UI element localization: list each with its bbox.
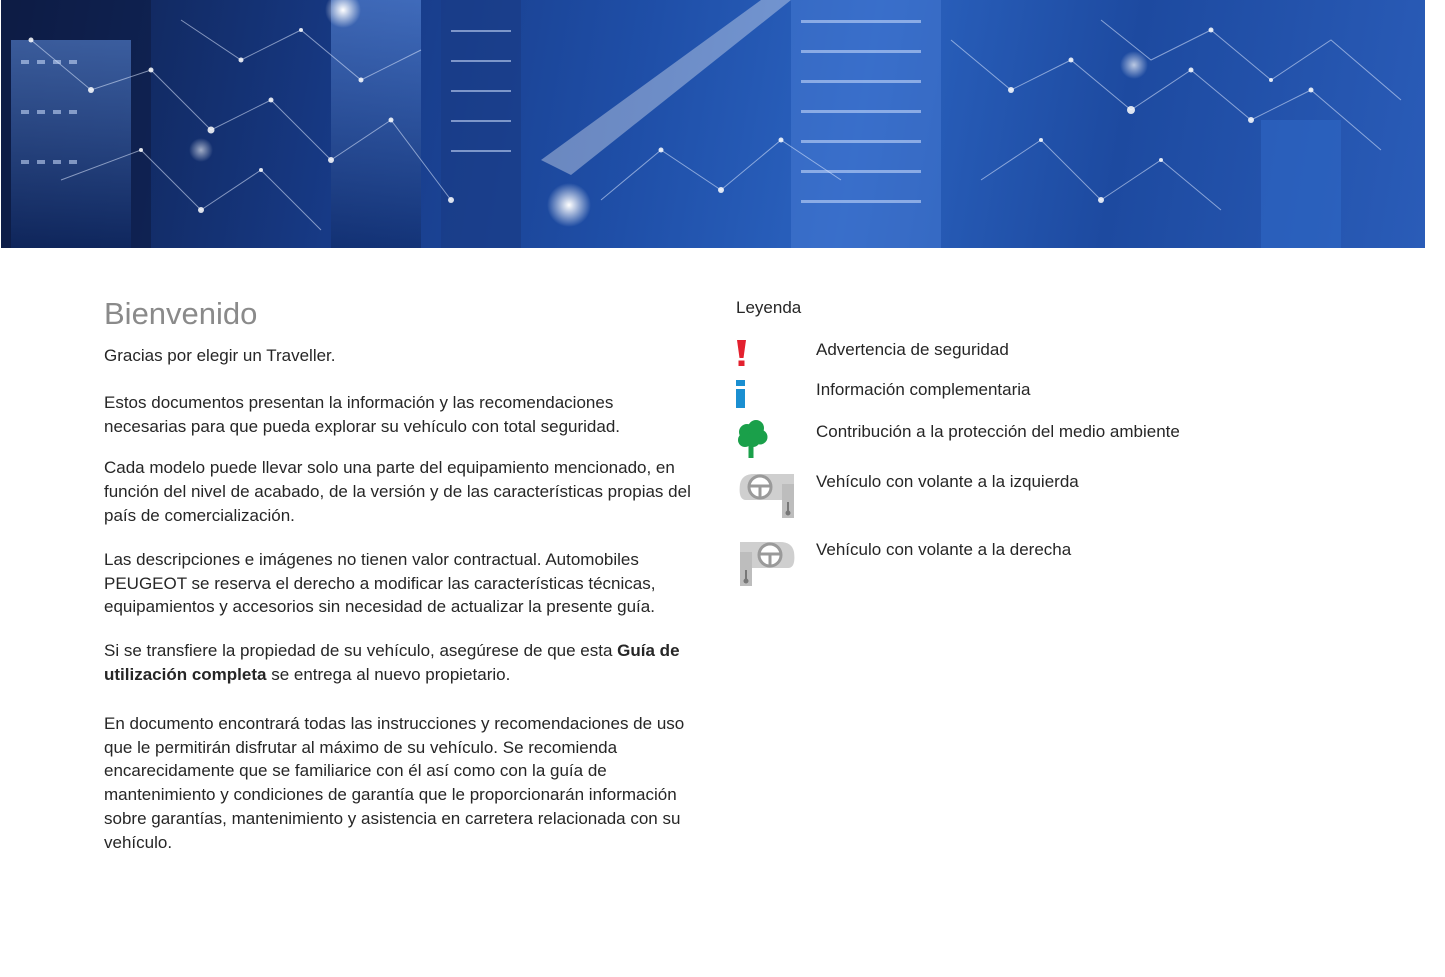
- legend-label-rhd: Vehículo con volante a la derecha: [816, 540, 1072, 559]
- legend-section: [736, 296, 1296, 559]
- legend-item-rhd: [736, 538, 1296, 590]
- ownership-paragraph: [104, 639, 694, 687]
- legend-label-environment: Contribución a la protección del medio ambiente: [816, 422, 1180, 441]
- guide-name-bold: Guía de utilización completa: [104, 641, 680, 684]
- welcome-intro: Gracias por elegir un Traveller.: [104, 346, 336, 365]
- header-image: [1, 0, 1425, 248]
- legend-label-lhd: Vehículo con volante a la izquierda: [816, 472, 1079, 491]
- ownership-text-end: se entrega al nuevo propietario.: [266, 664, 511, 684]
- legend-label-info: Información complementaria: [816, 380, 1031, 399]
- warning-icon: [736, 338, 748, 373]
- equipment-paragraph: Cada modelo puede llevar solo una parte del equipamiento mencionado, en función del nivel de acabado, de la versión y de las características propias del país de comercialización.: [104, 458, 691, 525]
- instructions-paragraph: En documento encontrará todas las instrucciones y recomendaciones de uso que le permitirán disfrutar al máximo de su vehículo. Se recomienda encarecidamente que se familiarice con él así como con la guía de mantenimiento y condiciones de garantía que le proporcionarán información sobre garantías, mantenimiento y asistencia en carretera relacionada con su vehículo.: [104, 713, 685, 852]
- tree-icon: [736, 420, 770, 465]
- lhd-icon: [736, 470, 798, 527]
- contractual-paragraph: Las descripciones e imágenes no tienen valor contractual. Automobiles PEUGEOT se reserva el derecho a modificar las características técnicas, equipamientos y accesorios sin necesidad de actualizar la presente guía.: [104, 549, 656, 617]
- rhd-icon: [736, 538, 798, 595]
- legend-item-info: [736, 378, 1296, 410]
- page-title: Bienvenido: [104, 296, 258, 331]
- legend-item-warning: [736, 338, 1296, 368]
- info-icon: [736, 378, 748, 415]
- legend-item-lhd: [736, 470, 1296, 522]
- legend-title: Leyenda: [736, 298, 802, 317]
- documents-paragraph: Estos documentos presentan la información y las recomendaciones necesarias para que pueda explorar su vehículo con total seguridad.: [104, 392, 621, 436]
- welcome-section: [104, 296, 694, 855]
- legend-item-environment: [736, 420, 1296, 460]
- network-cityscape-illustration: [1, 0, 1425, 248]
- ownership-text-start: Si se transfiere la propiedad de su vehículo, asegúrese de que esta: [104, 641, 618, 661]
- legend-label-warning: Advertencia de seguridad: [816, 340, 1009, 359]
